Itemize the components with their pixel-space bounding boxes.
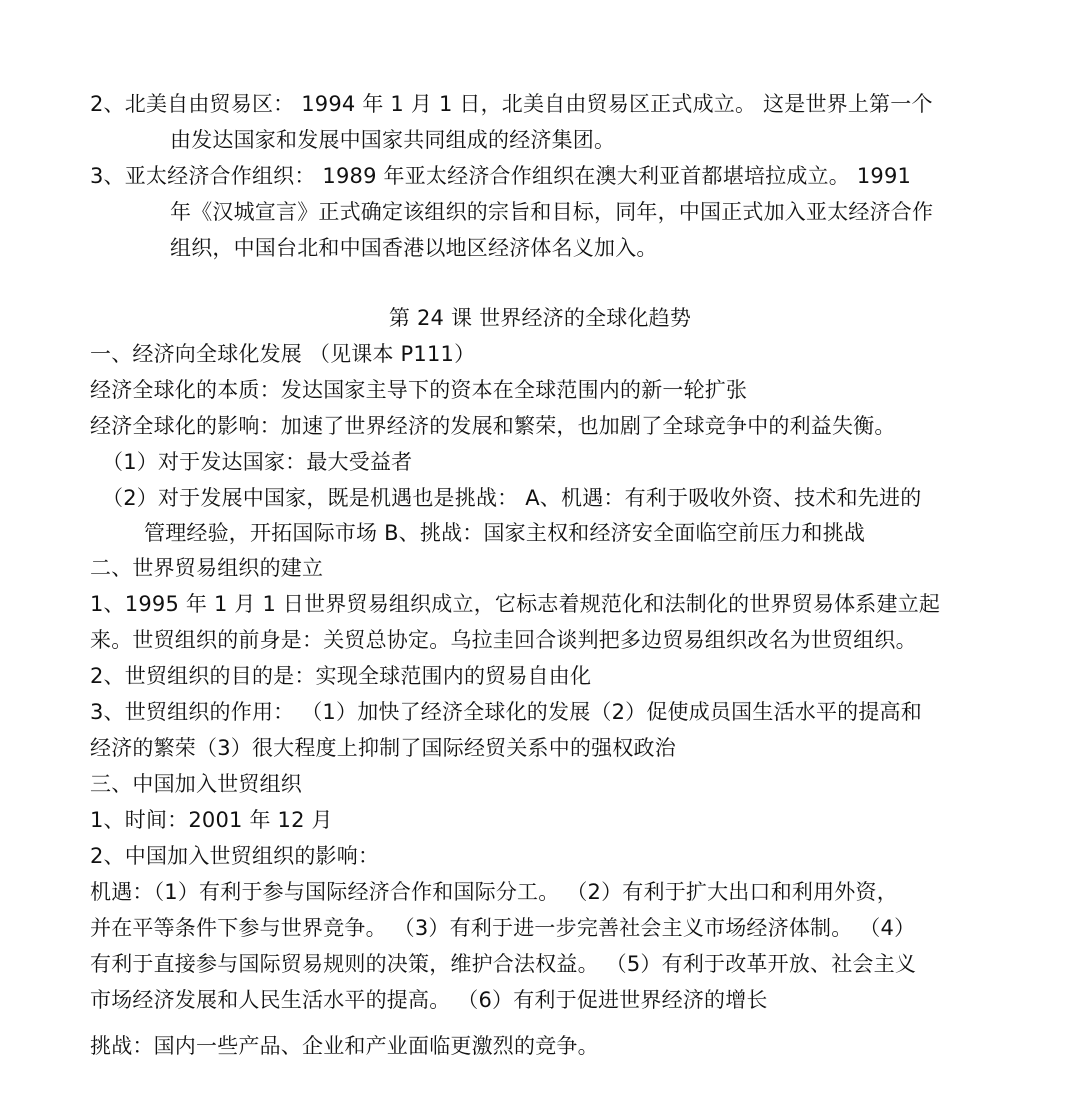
wto-purpose: 2、世贸组织的目的是：实现全球范围内的贸易自由化 [90, 664, 592, 688]
impact-developing-2: 管理经验，开拓国际市场 B、挑战：国家主权和经济安全面临空前压力和挑战 [144, 521, 866, 545]
nafta-line-1: 2、北美自由贸易区： 1994 年 1 月 1 日，北美自由贸易区正式成立。 这是世界上第一个 [90, 92, 933, 116]
impact-developing-1: （2）对于发展中国家，既是机遇也是挑战： A、机遇：有利于吸收外资、技术和先进的 [102, 486, 922, 510]
globalization-essence: 经济全球化的本质：发达国家主导下的资本在全球范围内的新一轮扩张 [90, 378, 748, 402]
challenge-line: 挑战：国内一些产品、企业和产业面临更激烈的竞争。 [90, 1034, 599, 1058]
section-heading-2: 二、世界贸易组织的建立 [90, 556, 324, 580]
join-time: 1、时间：2001 年 12 月 [90, 808, 333, 832]
wto-role-1: 3、世贸组织的作用： （1）加快了经济全球化的发展（2）促使成员国生活水平的提高和 [90, 700, 922, 724]
wto-role-2: 经济的繁荣（3）很大程度上抑制了国际经贸关系中的强权政治 [90, 736, 676, 760]
globalization-impact: 经济全球化的影响：加速了世界经济的发展和繁荣，也加剧了全球竞争中的利益失衡。 [90, 414, 896, 438]
join-impact-heading: 2、中国加入世贸组织的影响： [90, 844, 380, 868]
opportunity-line-1: 机遇：（1）有利于参与国际经济合作和国际分工。 （2）有利于扩大出口和利用外资， [90, 880, 898, 904]
lesson-title: 第 24 课 世界经济的全球化趋势 [388, 306, 692, 330]
opportunity-line-4: 市场经济发展和人民生活水平的提高。 （6）有利于促进世界经济的增长 [90, 988, 768, 1012]
section-heading-3: 三、中国加入世贸组织 [90, 772, 302, 796]
wto-founding-2: 来。世贸组织的前身是：关贸总协定。乌拉圭回合谈判把多边贸易组织改名为世贸组织。 [90, 628, 917, 652]
wto-founding-1: 1、1995 年 1 月 1 日世界贸易组织成立，它标志着规范化和法制化的世界贸易体系建立起 [90, 592, 941, 616]
opportunity-line-3: 有利于直接参与国际贸易规则的决策，维护合法权益。 （5）有利于改革开放、社会主义 [90, 952, 917, 976]
opportunity-line-2: 并在平等条件下参与世界竞争。 （3）有利于进一步完善社会主义市场经济体制。 （4） [90, 916, 916, 940]
apec-line-3: 组织，中国台北和中国香港以地区经济体名义加入。 [170, 236, 658, 260]
apec-line-1: 3、亚太经济合作组织： 1989 年亚太经济合作组织在澳大利亚首都堪培拉成立。 1991 [90, 164, 912, 188]
apec-line-2: 年《汉城宣言》正式确定该组织的宗旨和目标，同年，中国正式加入亚太经济合作 [170, 200, 934, 224]
impact-developed: （1）对于发达国家：最大受益者 [102, 450, 413, 474]
nafta-line-2: 由发达国家和发展中国家共同组成的经济集团。 [170, 128, 616, 152]
section-heading-1: 一、经济向全球化发展 （见课本 P111） [90, 342, 476, 366]
